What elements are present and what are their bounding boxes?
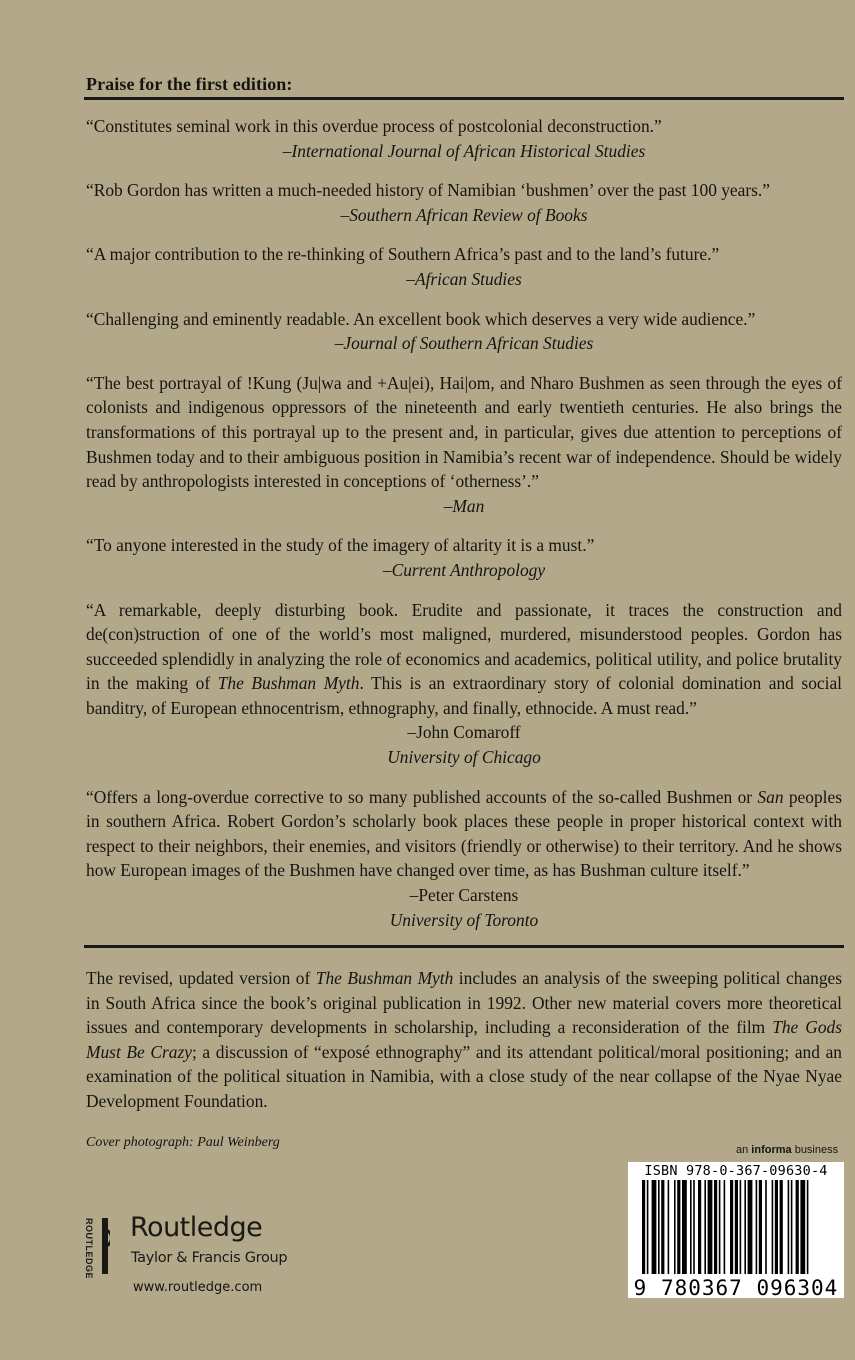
barcode-bar [759, 1180, 762, 1274]
quote-source-name: –John Comaroff [407, 722, 521, 743]
film-title: The Gods Must Be Crazy [86, 1017, 842, 1062]
barcode-bar [677, 1180, 680, 1274]
san-term: San [757, 786, 784, 807]
quote-source: –African Studies [406, 268, 522, 289]
publisher-name: Routledge [130, 1212, 263, 1243]
praise-heading: Praise for the first edition: [86, 74, 293, 94]
routledge-vertical-text: ROUTLEDGE [84, 1218, 94, 1280]
quote-text: “The best portrayal of !Kung (Ju|wa and +Au|ei), Hai|om, and Nharo Bushmen as seen through the eyes of colonists and indigenous oppressors of the nineteenth and early twentieth centuries. He also brings the transformations of this portrayal up to the present and, in particular, gives due attention to perceptions of Bushmen today and to their ambiguous position in Namibia’s recent war of independence. Should be widely read by anthropologists interested in conceptions of ‘otherness’.” [86, 372, 842, 492]
barcode-bar [740, 1180, 742, 1274]
barcode-bar [704, 1180, 706, 1274]
quote-source: –Journal of Southern African Studies [334, 333, 594, 354]
barcode-bar [719, 1180, 721, 1274]
informa-brand: informa [751, 1144, 792, 1156]
barcode-bar [807, 1180, 809, 1274]
quote-text: “To anyone interested in the study of the imagery of altarity it is a must.” [86, 535, 595, 556]
barcode-bar [735, 1180, 738, 1274]
blurb-text: includes an analysis of the sweeping political changes in South Africa since the book’s original publication in 1992. Other new material covers more theoretical issues and contemporary developments in scholarship, including a reconsideration of the film [86, 968, 843, 1038]
barcode-bar [668, 1180, 670, 1274]
quote-source-name: –Peter Carstens [409, 885, 519, 906]
quote-text [86, 785, 842, 883]
barcode-bar [658, 1180, 660, 1274]
barcode-bars-icon [628, 1180, 844, 1280]
quote-block [86, 533, 842, 582]
quote-text: “Rob Gordon has written a much-needed history of Namibian ‘bushmen’ over the past 100 years.” [86, 180, 770, 201]
blurb-text: The revised, updated version of [86, 968, 316, 988]
barcode-bar [647, 1180, 649, 1274]
barcode-bar [682, 1180, 687, 1274]
barcode-bar [714, 1180, 717, 1274]
cover-credit: Cover photograph: Paul Weinberg [86, 1135, 280, 1150]
quote-block [86, 242, 842, 291]
quote-block [86, 785, 842, 933]
quote-text [86, 598, 842, 721]
publisher-group: Taylor & Francis Group [131, 1250, 288, 1266]
barcode-bar [642, 1180, 645, 1274]
barcode-bar [690, 1180, 692, 1274]
barcode-bar [652, 1180, 657, 1274]
quote-block [86, 307, 842, 356]
barcode-bar [796, 1180, 799, 1274]
barcode-bar [748, 1180, 753, 1274]
quote-block [86, 178, 842, 227]
book-blurb [86, 966, 842, 1114]
barcode-bar [674, 1180, 676, 1274]
book-title: The Bushman Myth [315, 968, 454, 988]
quote-source: –Man [443, 495, 485, 516]
barcode-bar [791, 1180, 793, 1274]
quote-source-affiliation: University of Toronto [389, 909, 539, 930]
barcode-bar [800, 1180, 805, 1274]
quote-source: –Southern African Review of Books [340, 204, 588, 225]
barcode-bar [775, 1180, 778, 1274]
quote-text-part: “Offers a long-overdue corrective to so many published accounts of the so-called Bushmen or [86, 786, 758, 807]
middle-rule [84, 945, 844, 948]
barcode-bar [724, 1180, 726, 1274]
barcode [628, 1162, 844, 1298]
quote-text: “A major contribution to the re-thinking of Southern Africa’s past and to the land’s future.” [86, 244, 720, 265]
quote-source: –Current Anthropology [382, 559, 546, 580]
quote-source: –International Journal of African Historical Studies [282, 140, 646, 161]
quote-block [86, 114, 842, 163]
quote-text-part: “A remarkable, deeply disturbing book. Erudite and passionate, it traces the construction and de(con)struction of one of the world’s most maligned, murdered, misunderstood peoples. Gordon has succeeded splendidly in analyzing the role of economics and academics, political utility, and police brutality in the making of [86, 599, 842, 694]
barcode-bar [730, 1180, 733, 1274]
informa-post: business [791, 1144, 839, 1156]
publisher-url: www.routledge.com [133, 1280, 263, 1295]
informa-pre: an [736, 1144, 752, 1156]
barcode-bar [708, 1180, 713, 1274]
praise-section [86, 114, 842, 932]
quote-text-part: . This is an extraordinary story of colonial domination and social banditry, of European ethnocentrism, ethnography, and finally, ethnocide. A must read.” [86, 673, 842, 718]
informa-tagline [736, 1144, 838, 1156]
quote-text: “Constitutes seminal work in this overdue process of postcolonial deconstruction.” [86, 116, 662, 136]
barcode-bar [765, 1180, 767, 1274]
isbn-label: ISBN 978-0-367-09630-4 [644, 1163, 828, 1179]
barcode-digits: 9 780367 096304 [633, 1276, 839, 1300]
barcode-bar [780, 1180, 783, 1274]
barcode-bar [744, 1180, 746, 1274]
quote-block [86, 598, 842, 770]
book-title: The Bushman Myth [217, 673, 360, 694]
barcode-bar [698, 1180, 701, 1274]
blurb-text: ; a discussion of “exposé ethnography” and its attendant political/moral positioning; and an examination of the political situation in Namibia, with a close study of the near collapse of the Nyae Nyae Development Foundation. [86, 1041, 842, 1111]
barcode-bar [788, 1180, 790, 1274]
barcode-bar [772, 1180, 774, 1274]
quote-source-affiliation: University of Chicago [387, 747, 541, 768]
barcode-bar [693, 1180, 695, 1274]
barcode-bar [756, 1180, 758, 1274]
quote-block [86, 371, 842, 519]
quote-text: “Challenging and eminently readable. An excellent book which deserves a very wide audience.” [86, 308, 756, 329]
routledge-logo [80, 1212, 300, 1282]
barcode-bar [661, 1180, 664, 1274]
top-rule [84, 97, 844, 100]
quote-text-part: peoples in southern Africa. Robert Gordon’s scholarly book places these people in proper historical context with respect to their neighbors, their enemies, and visitors (friendly or otherwise) to their territory. And he shows how European images of the Bushmen have changed over time, as has Bushman culture itself.” [86, 786, 842, 881]
